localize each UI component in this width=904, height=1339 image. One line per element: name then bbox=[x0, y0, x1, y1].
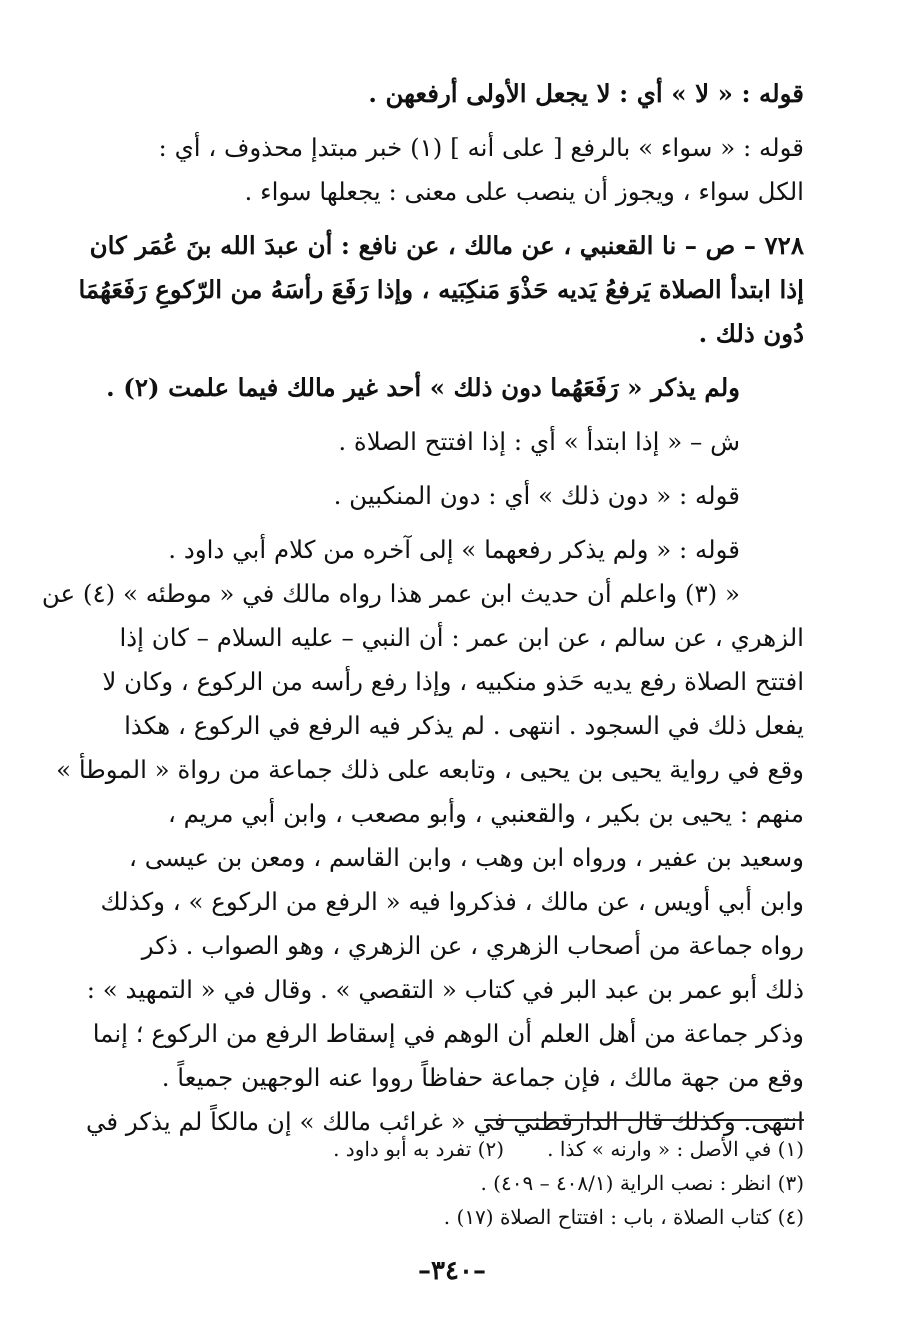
hadith-line: ٧٢٨ – ص – نا القعنبي ، عن مالك ، عن نافع : أن عبدَ الله بنَ عُمَر كان bbox=[89, 231, 804, 260]
main-text bbox=[41, 72, 804, 1144]
sharh-line: « (٣) واعلم أن حديث ابن عمر هذا رواه مالك في « موطئه » (٤) عن bbox=[41, 579, 740, 608]
page-number: –٣٤٠– bbox=[418, 1256, 486, 1286]
sharh-line: وذكر جماعة من أهل العلم أن الوهم في إسقاط الرفع من الركوع ؛ إنما bbox=[92, 1019, 804, 1048]
footnote: (١) في الأصل : « وارنه » كذا . bbox=[547, 1137, 804, 1161]
footnote-row bbox=[100, 1166, 804, 1200]
footnote-row bbox=[100, 1200, 804, 1234]
sharh-line: قوله : « ولم يذكر رفعهما » إلى آخره من كلام أبي داود . bbox=[168, 535, 740, 564]
sharh-line: انتهى. وكذلك قال الدارقطني في « غرائب مالك » إن مالكاً لم يذكر في bbox=[85, 1107, 804, 1136]
footnote: (٤) كتاب الصلاة ، باب : افتتاح الصلاة (١٧) . bbox=[443, 1205, 804, 1229]
hadith-line: دُون ذلك . bbox=[698, 319, 804, 348]
sharh-line: ش – « إذا ابتدأ » أي : إذا افتتح الصلاة . bbox=[338, 427, 740, 456]
sharh-line: منهم : يحيى بن بكير ، والقعنبي ، وأبو مصعب ، وابن أبي مريم ، bbox=[167, 799, 804, 828]
footnote-row bbox=[100, 1132, 804, 1166]
commentary-line: الكل سواء ، ويجوز أن ينصب على معنى : يجعلها سواء . bbox=[244, 177, 804, 206]
sharh-line: ذلك أبو عمر بن عبد البر في كتاب « التقصي » . وقال في « التمهيد » : bbox=[86, 975, 804, 1004]
commentary-line: قوله : « لا » أي : لا يجعل الأولى أرفعهن . bbox=[368, 79, 804, 108]
sharh-line: وابن أبي أويس ، عن مالك ، فذكروا فيه « الرفع من الركوع » ، وكذلك bbox=[100, 887, 804, 916]
footnotes bbox=[100, 1132, 804, 1234]
footnote: (٣) انظر : نصب الراية (٤٠٨/١ – ٤٠٩) . bbox=[480, 1171, 804, 1195]
commentary-line: قوله : « سواء » بالرفع [ على أنه ] (١) خبر مبتدإ محذوف ، أي : bbox=[158, 133, 804, 162]
sharh-line: رواه جماعة من أصحاب الزهري ، عن الزهري ، وهو الصواب . ذكر bbox=[141, 931, 804, 960]
sharh-line: يفعل ذلك في السجود . انتهى . لم يذكر فيه الرفع في الركوع ، هكذا bbox=[124, 711, 804, 740]
sharh-line: وقع في رواية يحيى بن يحيى ، وتابعه على ذلك جماعة من رواة « الموطأ » bbox=[56, 755, 804, 784]
sharh-line: قوله : « دون ذلك » أي : دون المنكبين . bbox=[333, 481, 740, 510]
hadith-line: إذا ابتدأ الصلاة يَرفعُ يَديه حَذْوَ مَنكِبَيه ، وإذا رَفَعَ رأسَهُ من الرّكوعِ رَفَعَهُمَا bbox=[78, 275, 804, 304]
sharh-line: وسعيد بن عفير ، ورواه ابن وهب ، وابن القاسم ، ومعن بن عيسى ، bbox=[129, 843, 804, 872]
footnote: (٢) تفرد به أبو داود . bbox=[333, 1137, 504, 1161]
sharh-line: وقع من جهة مالك ، فإن جماعة حفاظاً رووا عنه الوجهين جميعاً . bbox=[161, 1063, 804, 1092]
sharh-line: افتتح الصلاة رفع يديه حَذو منكبيه ، وإذا رفع رأسه من الركوع ، وكان لا bbox=[102, 667, 804, 696]
footnote-divider bbox=[484, 1119, 804, 1121]
sharh-line: الزهري ، عن سالم ، عن ابن عمر : أن النبي – عليه السلام – كان إذا bbox=[119, 623, 804, 652]
hadith-line: ولم يذكر « رَفَعَهُما دون ذلك » أحد غير مالك فيما علمت (٢) . bbox=[106, 373, 740, 402]
